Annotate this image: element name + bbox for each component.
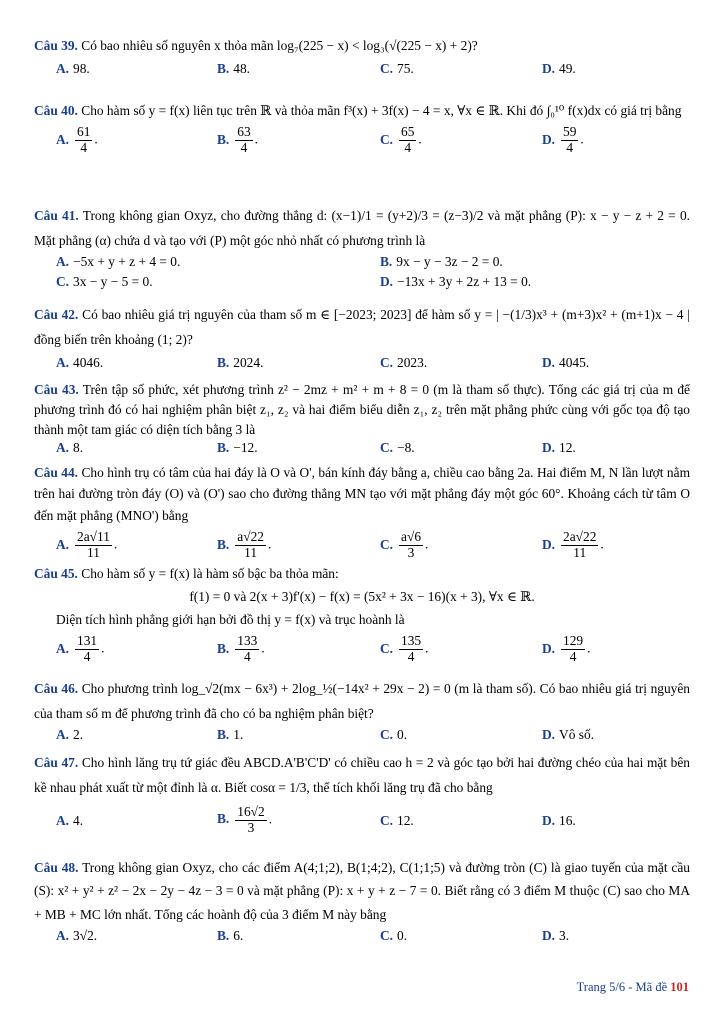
question-number: Câu 40. — [34, 103, 78, 118]
option-c: C. $\frac{65}{4}$ . — [380, 124, 422, 156]
question-46 — [34, 676, 690, 749]
option-c: C. $\frac{135}{4}$ . — [380, 633, 429, 664]
question-number: Câu 42. — [34, 307, 79, 322]
option-b: B. 9x − y − 3z − 2 = 0. — [380, 253, 503, 269]
option-d: D. 3. — [542, 928, 570, 944]
option-d: D. 49. — [542, 60, 576, 76]
question-number: Câu 43. — [34, 382, 79, 397]
option-a: A. $\frac{61}{4}$ . — [56, 124, 98, 156]
option-a: A. 98. — [56, 60, 90, 76]
option-a: A. $\frac{2a√11}{11}$ . — [56, 529, 118, 561]
question-text: Có bao nhiêu số nguyên x thỏa mãn log₇(225 − x) < log₃(√(225 − x) + 2)? — [81, 38, 478, 53]
question-subtext: Diện tích hình phẳng giới hạn bởi đồ thị y = f(x) và trục hoành là — [56, 611, 405, 627]
question-text: Cho hình trụ có tâm của hai đáy là O và O', bán kính đáy bằng a, chiều cao bằng 2a. Hai điểm M, N lần lượt nằm trên hai đường tròn đáy (O) và (O') sao cho đường thẳng MN tạo với mặt phẳng đáy một góc 60°. Khoảng cách từ tâm O đến mặt phẳng (MNO') bằng — [34, 465, 690, 523]
option-d: D. 16. — [542, 812, 576, 828]
option-b: B. $\frac{133}{4}$ . — [217, 633, 265, 664]
option-b: B. −12. — [217, 440, 258, 456]
question-text: Cho hàm số y = f(x) là hàm số bậc ba thỏa mãn: — [81, 566, 339, 581]
question-43 — [34, 380, 690, 462]
option-d: D. $\frac{2a√22}{11}$ . — [542, 529, 604, 561]
question-text: Cho phương trình log_√2(mx − 6x³) + 2log_½(−14x² + 29x − 2) = 0 (m là tham số). Có bao nhiêu giá trị nguyên của tham số m để phương trình đã cho có ba nghiệm phân biệt? — [34, 681, 690, 722]
question-44 — [34, 462, 690, 570]
option-c: C. $\frac{a√6}{3}$ . — [380, 529, 429, 561]
question-text: Cho hình lăng trụ tứ giác đều ABCD.A'B'C'D' có chiều cao h = 2 và góc tạo bởi hai đường chéo của hai mặt bên kề nhau phát xuất từ một đỉnh là α. Biết cosα = 1/3, thể tích khối lăng trụ đã cho bằng — [34, 755, 690, 796]
option-a: A. 4046. — [56, 354, 104, 370]
option-a: A. 8. — [56, 440, 84, 456]
option-d: D. Vô số. — [542, 726, 594, 742]
question-39 — [34, 38, 690, 83]
option-a: A. 3√2. — [56, 928, 98, 944]
option-c: C. −8. — [380, 440, 415, 456]
question-text: Có bao nhiêu giá trị nguyên của tham số m ∈ [−2023; 2023] để hàm số y = | −(1/3)x³ + (m+3)x² + (m+1)x − 4 | đồng biến trên khoảng (1; 2)? — [34, 307, 690, 348]
option-d: D. 12. — [542, 440, 576, 456]
option-b: B. $\frac{63}{4}$ . — [217, 124, 259, 156]
question-number: Câu 41. — [34, 208, 79, 223]
option-d: D. $\frac{129}{4}$ . — [542, 633, 591, 664]
exam-code: 101 — [670, 980, 689, 995]
footer-text: Trang 5/6 - Mã đề — [576, 980, 668, 995]
question-42 — [34, 302, 690, 377]
option-c: C. 0. — [380, 928, 408, 944]
option-b: B. 48. — [217, 60, 251, 76]
option-b: B. 6. — [217, 928, 244, 944]
option-a: A. −5x + y + z + 4 = 0. — [56, 253, 181, 269]
option-b: B. 2024. — [217, 354, 264, 370]
question-40 — [34, 98, 690, 161]
option-c: C. 3x − y − 5 = 0. — [56, 273, 153, 289]
question-48 — [34, 856, 690, 950]
question-text: Trên tập số phức, xét phương trình z² − 2mz + m² + m + 8 = 0 (m là tham số thực). Tổng các giá trị của m để phương trình đó có hai nghiệm phân biệt z₁, z₂ và hai điểm biểu diễn z₁, z₂ trên mặt phẳng phức cùng với gốc tọa độ tạo thành một tam giác có diện tích bằng 3 là — [34, 382, 690, 438]
question-45 — [34, 566, 690, 670]
option-a: A. 2. — [56, 726, 84, 742]
question-number: Câu 48. — [34, 860, 79, 875]
option-d: D. $\frac{59}{4}$ . — [542, 124, 584, 156]
option-c: C. 75. — [380, 60, 414, 76]
option-c: C. 12. — [380, 812, 414, 828]
question-47 — [34, 750, 690, 843]
option-a: A. $\frac{131}{4}$ . — [56, 633, 105, 664]
option-d: D. −13x + 3y + 2z + 13 = 0. — [380, 273, 532, 289]
option-b: B. $\frac{a√22}{11}$ . — [217, 529, 272, 561]
page-footer — [577, 980, 689, 996]
option-a: A. 4. — [56, 812, 84, 828]
question-number: Câu 47. — [34, 755, 79, 770]
question-text: Cho hàm số y = f(x) liên tục trên ℝ và thỏa mãn f³(x) + 3f(x) − 4 = x, ∀x ∈ ℝ. Khi đó ∫₀¹⁰ f(x)dx có giá trị bằng — [81, 103, 682, 118]
question-text: Trong không gian Oxyz, cho đường thẳng d: (x−1)/1 = (y+2)/3 = (z−3)/2 và mặt phẳng (P): x − y − z + 2 = 0. Mặt phẳng (α) chứa d và tạo với (P) một góc nhỏ nhất có phương trình là — [34, 208, 690, 248]
question-number: Câu 46. — [34, 681, 79, 696]
question-number: Câu 45. — [34, 566, 78, 581]
question-number: Câu 44. — [34, 465, 79, 480]
option-b: B. $\frac{16√2}{3}$ . — [217, 803, 273, 835]
question-number: Câu 39. — [34, 38, 78, 53]
option-b: B. 1. — [217, 726, 244, 742]
question-formula: f(1) = 0 và 2(x + 3)f'(x) − f(x) = (5x² + 3x − 16)(x + 3), ∀x ∈ ℝ. — [189, 588, 535, 604]
question-41 — [34, 204, 690, 294]
option-c: C. 0. — [380, 726, 408, 742]
option-d: D. 4045. — [542, 354, 590, 370]
option-c: C. 2023. — [380, 354, 428, 370]
question-text: Trong không gian Oxyz, cho các điểm A(4;1;2), B(1;4;2), C(1;1;5) và đường tròn (C) là giao tuyến của mặt cầu (S): x² + y² + z² − 2x − 2y − 4z − 3 = 0 và mặt phẳng (P): x + y + z − 7 = 0. Biết rằng có 3 điểm M thuộc (C) sao cho MA + MB + MC lớn nhất. Tổng các hoành độ của 3 điểm M này bằng — [34, 860, 691, 922]
